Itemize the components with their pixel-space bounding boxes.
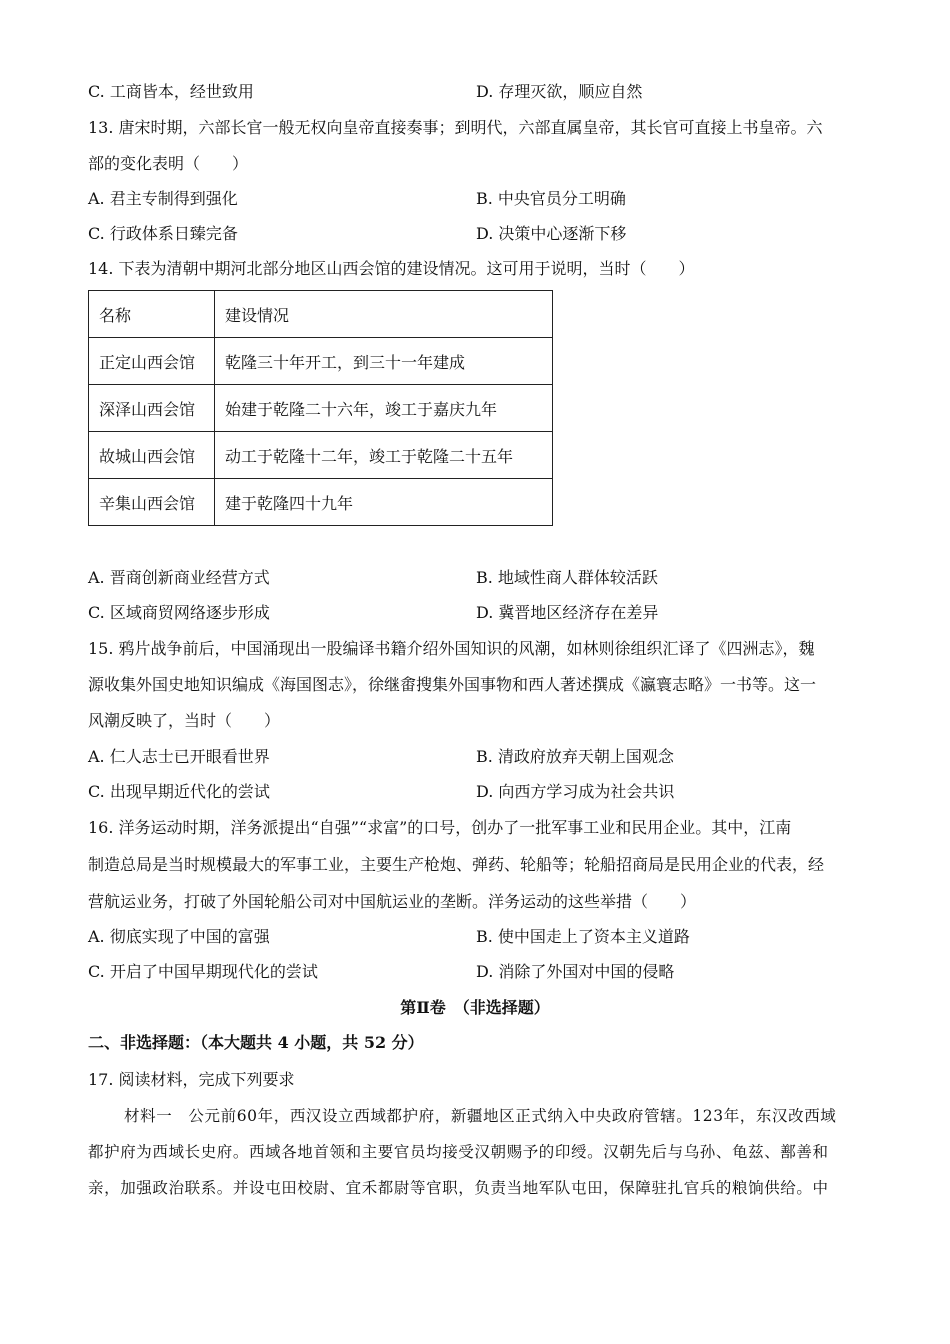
table-cell: 正定山西会馆 (89, 338, 215, 385)
q14-option-d: D. 冀晋地区经济存在差异 (476, 603, 659, 622)
q12-option-d: D. 存理灭欲，顺应自然 (476, 82, 643, 101)
q17-material-line3: 亲，加强政治联系。并设屯田校尉、宜禾都尉等官职，负责当地军队屯田，保障驻扎官兵的粮饷供给。中 (88, 1179, 829, 1197)
q14-option-c: C. 区域商贸网络逐步形成 (88, 603, 270, 622)
q16-option-d: D. 消除了外国对中国的侵略 (476, 962, 675, 981)
q17-material-line1: 材料一 公元前60年，西汉设立西域都护府，新疆地区正式纳入中央政府管辖。123年，东汉改西域 (124, 1107, 837, 1125)
q14-option-a: A. 晋商创新商业经营方式 (88, 568, 270, 587)
table-cell: 辛集山西会馆 (89, 479, 215, 526)
q16-stem-line2: 制造总局是当时规模最大的军事工业，主要生产枪炮、弹药、轮船等；轮船招商局是民用企业的代表，经 (88, 855, 825, 874)
q16-option-c: C. 开启了中国早期现代化的尝试 (88, 962, 318, 981)
q14-table (88, 290, 553, 526)
table-header-cell: 建设情况 (215, 291, 553, 338)
table-cell: 始建于乾隆二十六年，竣工于嘉庆九年 (215, 385, 553, 432)
q15-option-c: C. 出现早期近代化的尝试 (88, 782, 270, 801)
q16-option-a: A. 彻底实现了中国的富强 (88, 927, 270, 946)
q16-stem-line3: 营航运业务，打破了外国轮船公司对中国航运业的垄断。洋务运动的这些举措（ ） (88, 892, 697, 911)
table-cell: 动工于乾隆十二年，竣工于乾隆二十五年 (215, 432, 553, 479)
q13-stem-line2: 部的变化表明（ ） (88, 154, 249, 173)
q15-stem-line1: 15. 鸦片战争前后，中国涌现出一股编译书籍介绍外国知识的风潮，如林则徐组织汇译了《四洲志》，魏 (88, 639, 815, 658)
q16-option-b: B. 使中国走上了资本主义道路 (476, 927, 690, 946)
q15-stem-line2: 源收集外国史地知识编成《海国图志》，徐继畬搜集外国事物和西人著述撰成《瀛寰志略》一书等。这一 (88, 675, 817, 694)
q12-option-c: C. 工商皆本，经世致用 (88, 82, 254, 101)
q13-stem-line1: 13. 唐宋时期，六部长官一般无权向皇帝直接奏事；到明代，六部直属皇帝，其长官可直接上书皇帝。六 (88, 118, 823, 137)
table-cell: 建于乾隆四十九年 (215, 479, 553, 526)
table-cell: 乾隆三十年开工，到三十一年建成 (215, 338, 553, 385)
q13-option-a: A. 君主专制得到强化 (88, 189, 238, 208)
table-row (89, 432, 553, 479)
q13-option-c: C. 行政体系日臻完备 (88, 224, 238, 243)
table-row (89, 338, 553, 385)
q15-option-d: D. 向西方学习成为社会共识 (476, 782, 675, 801)
q13-option-d: D. 决策中心逐渐下移 (476, 224, 627, 243)
table-cell: 深泽山西会馆 (89, 385, 215, 432)
q14-stem: 14. 下表为清朝中期河北部分地区山西会馆的建设情况。这可用于说明，当时（ ） (88, 259, 695, 278)
q17-material-line2: 都护府为西域长史府。西域各地首领和主要官员均接受汉朝赐予的印绶。汉朝先后与乌孙、龟兹、鄯善和 (88, 1143, 829, 1161)
q14-option-b: B. 地域性商人群体较活跃 (476, 568, 658, 587)
q17-stem: 17. 阅读材料，完成下列要求 (88, 1070, 295, 1089)
q15-stem-line3: 风潮反映了，当时（ ） (88, 711, 281, 730)
table-cell: 故城山西会馆 (89, 432, 215, 479)
q15-option-a: A. 仁人志士已开眼看世界 (88, 747, 270, 766)
section-heading: 二、非选择题：（本大题共 4 小题，共 52 分） (88, 1033, 424, 1052)
table-row (89, 479, 553, 526)
q15-option-b: B. 清政府放弃天朝上国观念 (476, 747, 674, 766)
q13-option-b: B. 中央官员分工明确 (476, 189, 626, 208)
part2-title: 第Ⅱ卷 （非选择题） (400, 998, 550, 1017)
q16-stem-line1: 16. 洋务运动时期，洋务派提出“自强”“求富”的口号，创办了一批军事工业和民用企业。其中，江南 (88, 818, 792, 837)
table-header-row (89, 291, 553, 338)
table-row (89, 385, 553, 432)
table-header-cell: 名称 (89, 291, 215, 338)
